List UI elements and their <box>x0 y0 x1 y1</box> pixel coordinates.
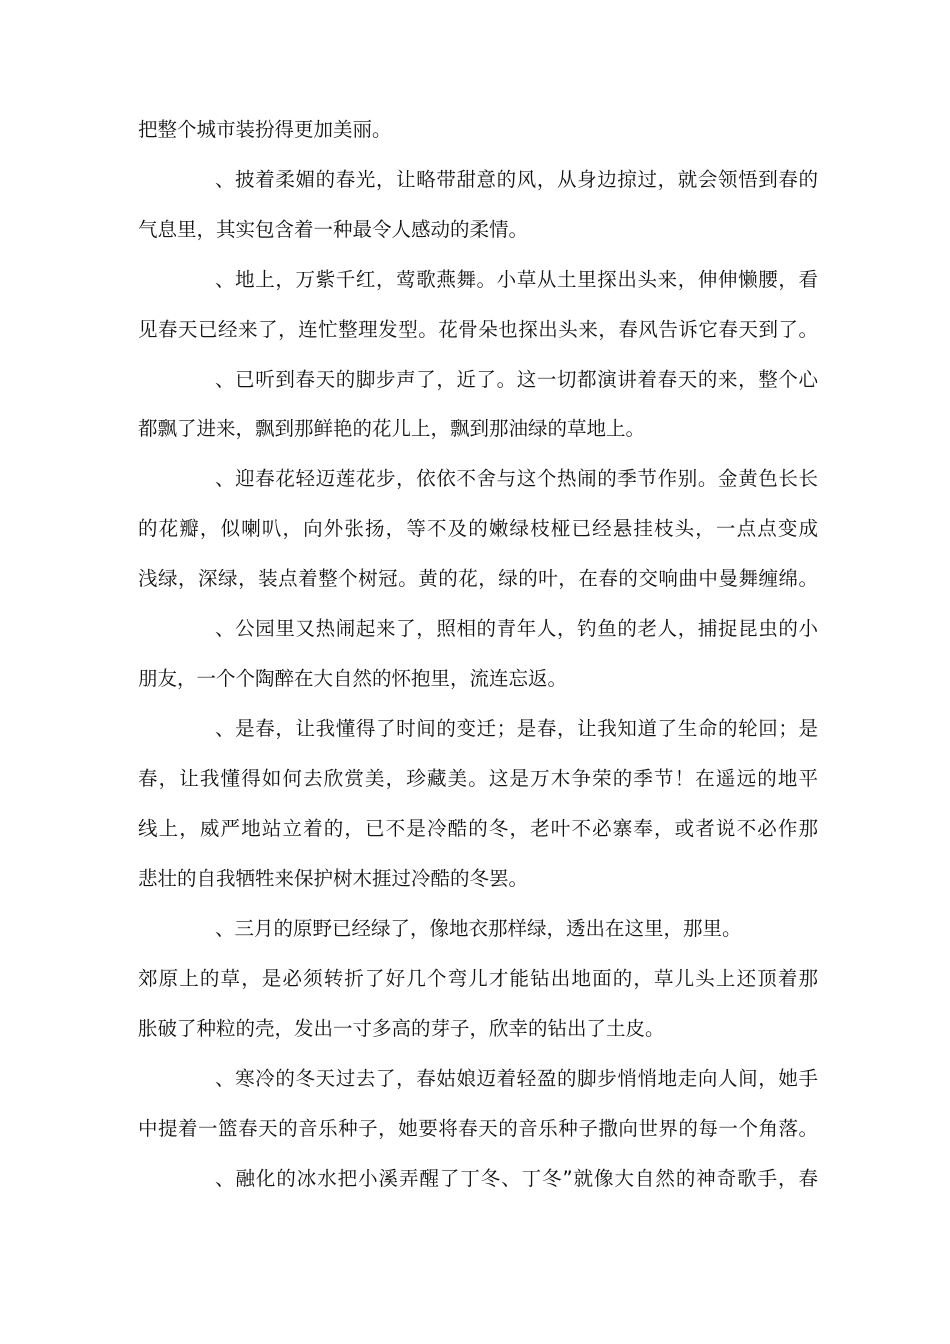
text-line: 浅绿，深绿，装点着整个树冠。黄的花，绿的叶，在春的交响曲中曼舞缠绵。 <box>138 567 818 590</box>
text-line: 、公园里又热闹起来了，照相的青年人，钓鱼的老人，捕捉昆虫的小 <box>215 617 818 640</box>
text-line: 气息里，其实包含着一种最令人感动的柔情。 <box>138 218 529 241</box>
text-line: 、是春，让我懂得了时间的变迁；是春，让我知道了生命的轮回；是 <box>215 717 818 740</box>
text-line: 、三月的原野已经绿了，像地衣那样绿，透出在这里，那里。 <box>215 917 742 940</box>
text-line: 的花瓣，似喇叭，向外张扬，等不及的嫩绿枝桠已经悬挂枝头，一点点变成 <box>138 517 818 540</box>
text-line: 春，让我懂得如何去欣赏美，珍藏美。这是万木争荣的季节！在遥远的地平 <box>138 767 818 790</box>
text-line: 胀破了种粒的壳，发出一寸多高的芽子，欣幸的钻出了土皮。 <box>138 1017 665 1040</box>
text-line: 、已听到春天的脚步声了，近了。这一切都演讲着春天的来，整个心 <box>215 368 818 391</box>
text-line: 、披着柔媚的春光，让略带甜意的风，从身边掠过，就会领悟到春的 <box>215 168 818 191</box>
text-line: 朋友，一个个陶醉在大自然的怀抱里，流连忘返。 <box>138 667 568 690</box>
text-line: 、地上，万紫千红，莺歌燕舞。小草从土里探出头来，伸伸懒腰，看 <box>215 268 818 291</box>
text-line: 悲壮的自我牺牲来保护树木捱过冷酷的冬罢。 <box>138 867 529 890</box>
text-line: 线上，威严地站立着的，已不是冷酷的冬，老叶不必寨奉，或者说不必作那 <box>138 817 818 840</box>
text-line: 都飘了进来，飘到那鲜艳的花儿上，飘到那油绿的草地上。 <box>138 417 646 440</box>
text-line: 把整个城市装扮得更加美丽。 <box>138 118 392 141</box>
text-line: 见春天已经来了，连忙整理发型。花骨朵也探出头来，春风告诉它春天到了。 <box>138 318 818 341</box>
text-line: 中提着一篮春天的音乐种子，她要将春天的音乐种子撒向世界的每一个角落。 <box>138 1117 818 1140</box>
text-line: 、融化的冰水把小溪弄醒了丁冬、丁冬”就像大自然的神奇歌手，春 <box>215 1167 818 1190</box>
text-line: 郊原上的草，是必须转折了好几个弯儿才能钻出地面的，草儿头上还顶着那 <box>138 967 818 990</box>
text-line: 、迎春花轻迈莲花步，依依不舍与这个热闹的季节作别。金黄色长长 <box>215 467 818 490</box>
text-line: 、寒冷的冬天过去了，春姑娘迈着轻盈的脚步悄悄地走向人间，她手 <box>215 1067 818 1090</box>
